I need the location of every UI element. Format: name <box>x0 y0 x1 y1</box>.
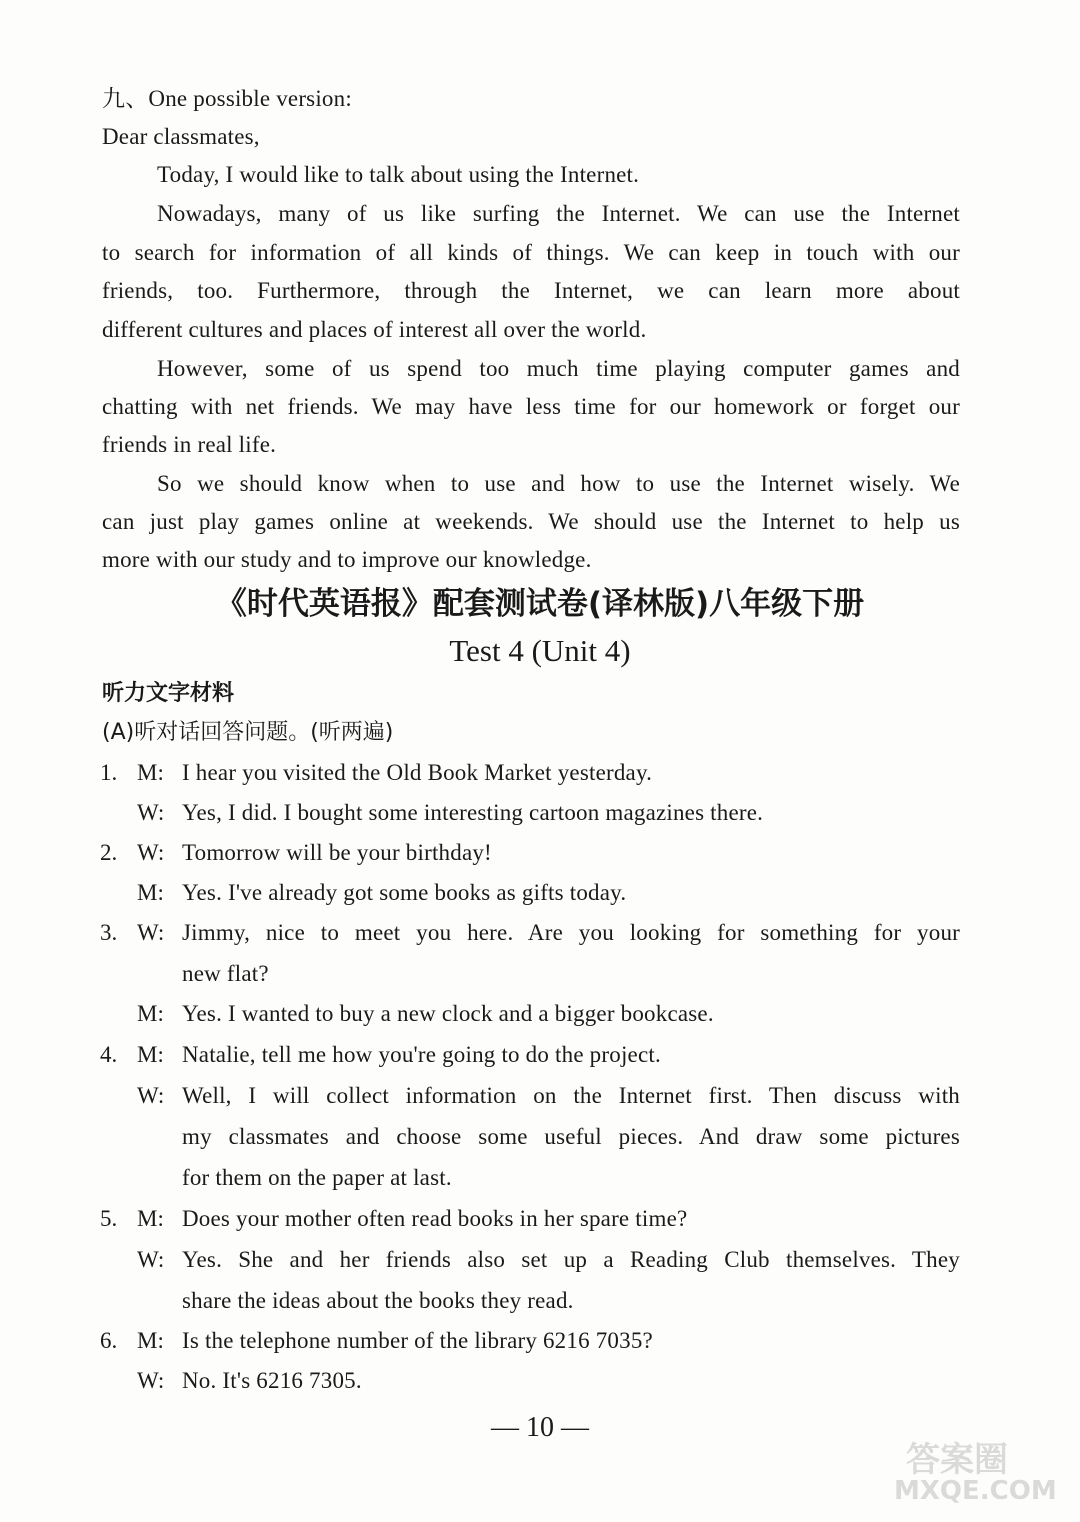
question-number: 5. <box>100 1206 118 1231</box>
essay-line: can just play games online at weekends. We should use the Internet to help us <box>102 509 960 534</box>
dialogue-line: Yes. I wanted to buy a new clock and a bigger bookcase. <box>182 1001 714 1026</box>
speaker-label: W: <box>137 1083 165 1108</box>
essay-line: Nowadays, many of us like surfing the Internet. We can use the Internet <box>157 201 960 226</box>
essay-line: chatting with net friends. We may have less time for our homework or forget our <box>102 394 960 419</box>
essay-line: So we should know when to use and how to use the Internet wisely. We <box>157 471 960 496</box>
dialogue-line: I hear you visited the Old Book Market yesterday. <box>182 760 653 785</box>
essay-line: to search for information of all kinds of things. We can keep in touch with our <box>102 240 960 265</box>
dialogue-line: Natalie, tell me how you're going to do the project. <box>182 1042 661 1067</box>
dialogue-line: Yes. She and her friends also set up a Reading Club themselves. They <box>182 1247 960 1272</box>
question-number: 2. <box>100 840 118 865</box>
speaker-label: M: <box>137 1042 164 1067</box>
speaker-label: M: <box>137 1328 164 1353</box>
speaker-label: M: <box>137 880 164 905</box>
speaker-label: M: <box>137 760 164 785</box>
watermark-logo <box>866 1432 1066 1512</box>
essay-line: Today, I would like to talk about using the Internet. <box>157 162 640 187</box>
essay-line: different cultures and places of interest all over the world. <box>102 317 647 342</box>
dialogue-line: Well, I will collect information on the Internet first. Then discuss with <box>182 1083 960 1108</box>
dialogue-line: new flat? <box>182 961 269 986</box>
dialogue-line: share the ideas about the books they read. <box>182 1288 574 1313</box>
essay-heading: 九、One possible version: <box>102 86 352 111</box>
dialogue-line: my classmates and choose some useful pieces. And draw some pictures <box>182 1124 960 1149</box>
test-subtitle: Test 4 (Unit 4) <box>449 633 631 668</box>
question-number: 1. <box>100 760 118 785</box>
speaker-label: M: <box>137 1206 164 1231</box>
essay-line: However, some of us spend too much time playing computer games and <box>157 356 960 381</box>
watermark-url: MXQE.COM <box>894 1476 1057 1506</box>
speaker-label: W: <box>137 1368 165 1393</box>
speaker-label: W: <box>137 840 165 865</box>
question-number: 6. <box>100 1328 118 1353</box>
speaker-label: M: <box>137 1001 164 1026</box>
question-number: 3. <box>100 920 118 945</box>
dialogue-line: No. It's 6216 7305. <box>182 1368 362 1393</box>
dialogue-line: Is the telephone number of the library 6216 7035? <box>182 1328 653 1353</box>
speaker-label: W: <box>137 800 165 825</box>
section-heading: 听力文字材料 <box>102 681 235 706</box>
essay-line: more with our study and to improve our knowledge. <box>102 547 592 572</box>
test-title: 《时代英语报》配套测试卷(译林版)八年级下册 <box>215 586 865 622</box>
essay-line: friends in real life. <box>102 432 277 457</box>
question-number: 4. <box>100 1042 118 1067</box>
dialogue-line: for them on the paper at last. <box>182 1165 452 1190</box>
dialogue-line: Does your mother often read books in her spare time? <box>182 1206 688 1231</box>
essay-line: friends, too. Furthermore, through the Internet, we can learn more about <box>102 278 960 303</box>
dialogue-line: Yes. I've already got some books as gifts today. <box>182 880 627 905</box>
part-instruction: (A)听对话回答问题。(听两遍) <box>102 720 394 745</box>
watermark-title: 答案圈 <box>906 1440 1008 1480</box>
dialogue-line: Tomorrow will be your birthday! <box>182 840 492 865</box>
dialogue-line: Jimmy, nice to meet you here. Are you looking for something for your <box>182 920 960 945</box>
page-number: — 10 — <box>491 1412 589 1443</box>
speaker-label: W: <box>137 920 165 945</box>
speaker-label: W: <box>137 1247 165 1272</box>
essay-salutation: Dear classmates, <box>102 124 260 149</box>
dialogue-line: Yes, I did. I bought some interesting cartoon magazines there. <box>182 800 764 825</box>
